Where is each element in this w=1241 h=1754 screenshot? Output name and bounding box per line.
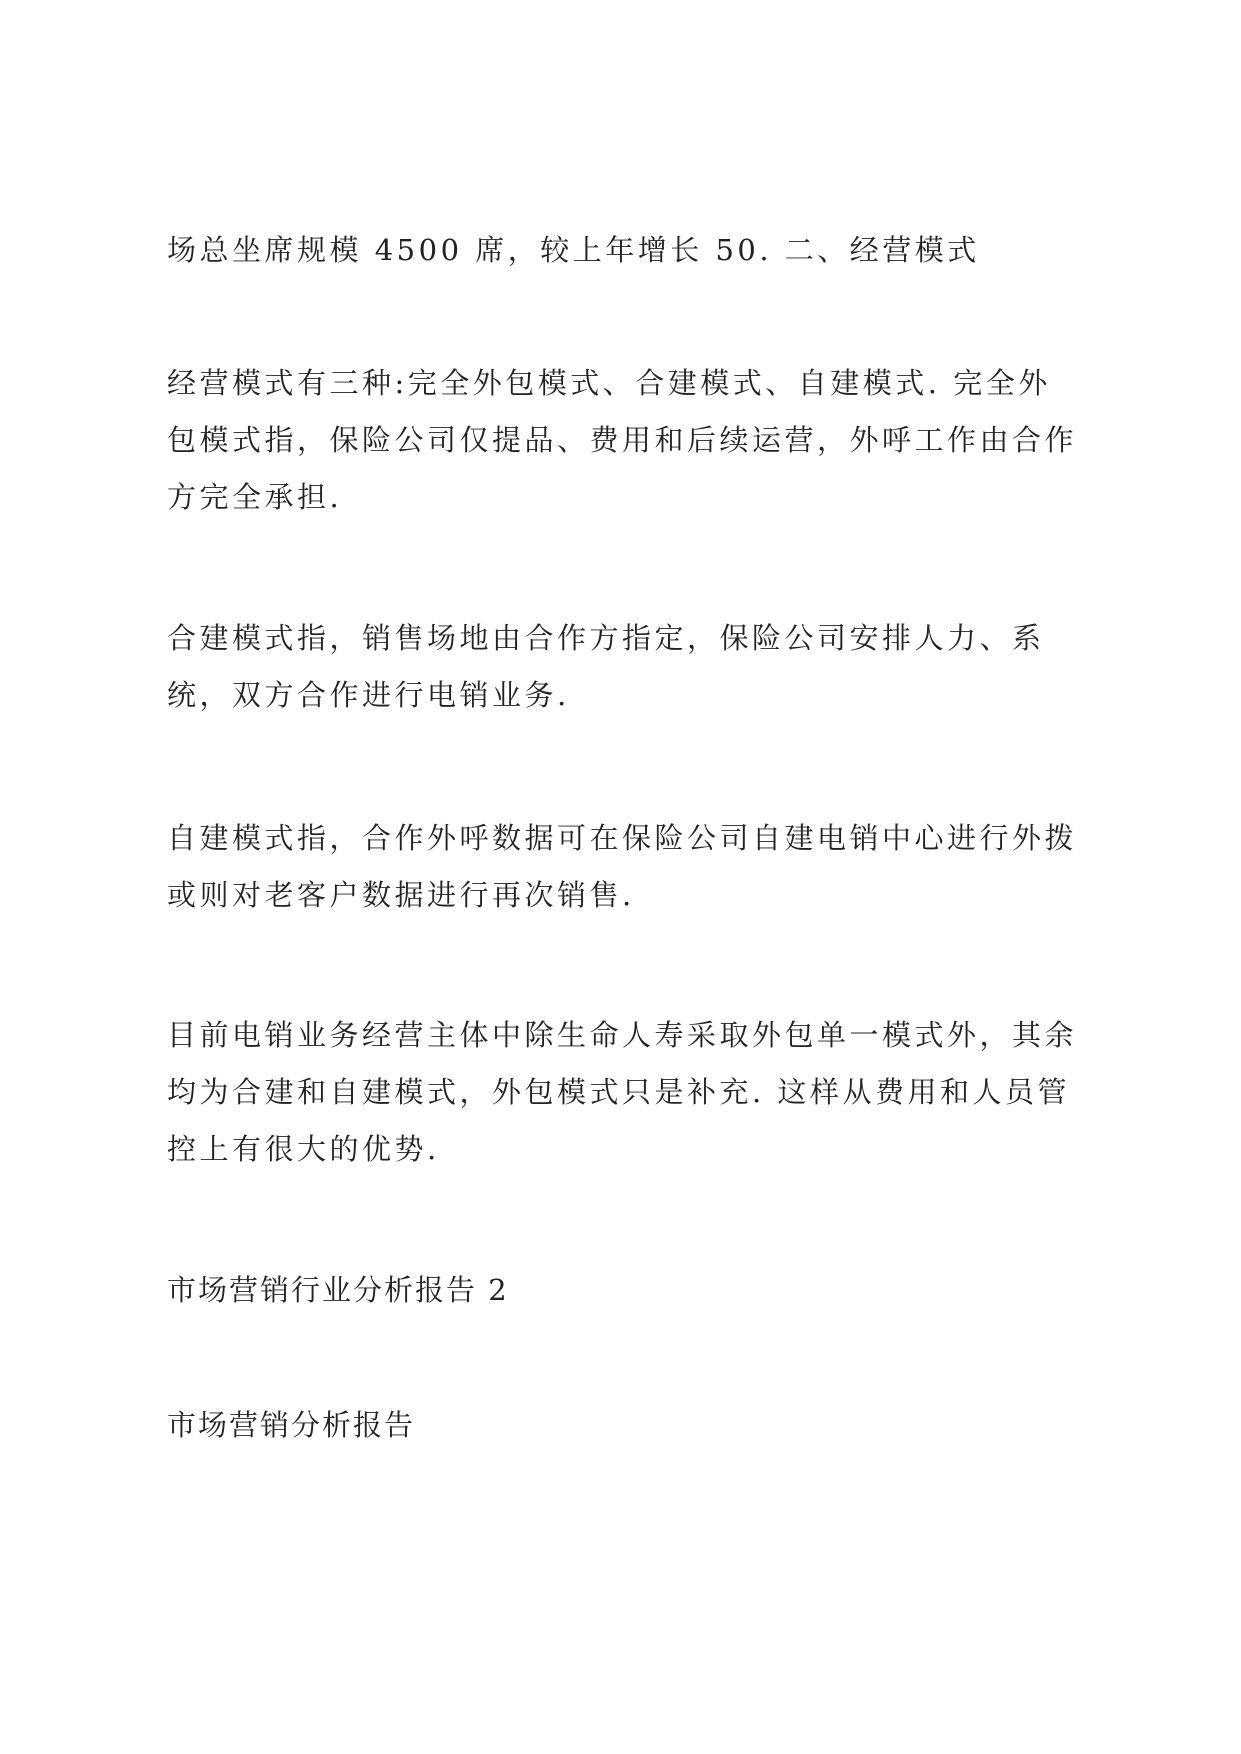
text-line: 方完全承担. xyxy=(167,480,343,514)
paragraph-self-built-model xyxy=(167,810,1097,924)
text-line: 场总坐席规模 4500 席，较上年增长 50. 二、经营模式 xyxy=(167,233,980,267)
text-line: 统，双方合作进行电销业务. xyxy=(167,678,570,712)
text-line: 经营模式有三种:完全外包模式、合建模式、自建模式. 完全外 xyxy=(167,366,1051,400)
paragraph-current-status xyxy=(167,1007,1097,1178)
text-line: 或则对老客户数据进行再次销售. xyxy=(167,878,635,912)
section-heading-analysis-report xyxy=(167,1397,1097,1454)
paragraph-business-models xyxy=(167,355,1097,526)
text-line: 控上有很大的优势. xyxy=(167,1132,440,1166)
text-line: 自建模式指，合作外呼数据可在保险公司自建电销中心进行外拨 xyxy=(167,821,1078,855)
section-heading-report-2 xyxy=(167,1262,1097,1319)
paragraph-joint-model xyxy=(167,610,1097,724)
text-line: 目前电销业务经营主体中除生命人寿采取外包单一模式外，其余 xyxy=(167,1018,1078,1052)
heading-text: 市场营销分析报告 xyxy=(167,1408,416,1442)
text-line: 包模式指，保险公司仅提品、费用和后续运营，外呼工作由合作 xyxy=(167,423,1078,457)
paragraph-seat-scale xyxy=(167,222,1097,279)
heading-text: 市场营销行业分析报告 2 xyxy=(167,1273,509,1307)
text-line: 合建模式指，销售场地由合作方指定，保险公司安排人力、系 xyxy=(167,621,1045,655)
text-line: 均为合建和自建模式，外包模式只是补充. 这样从费用和人员管 xyxy=(167,1075,1070,1109)
